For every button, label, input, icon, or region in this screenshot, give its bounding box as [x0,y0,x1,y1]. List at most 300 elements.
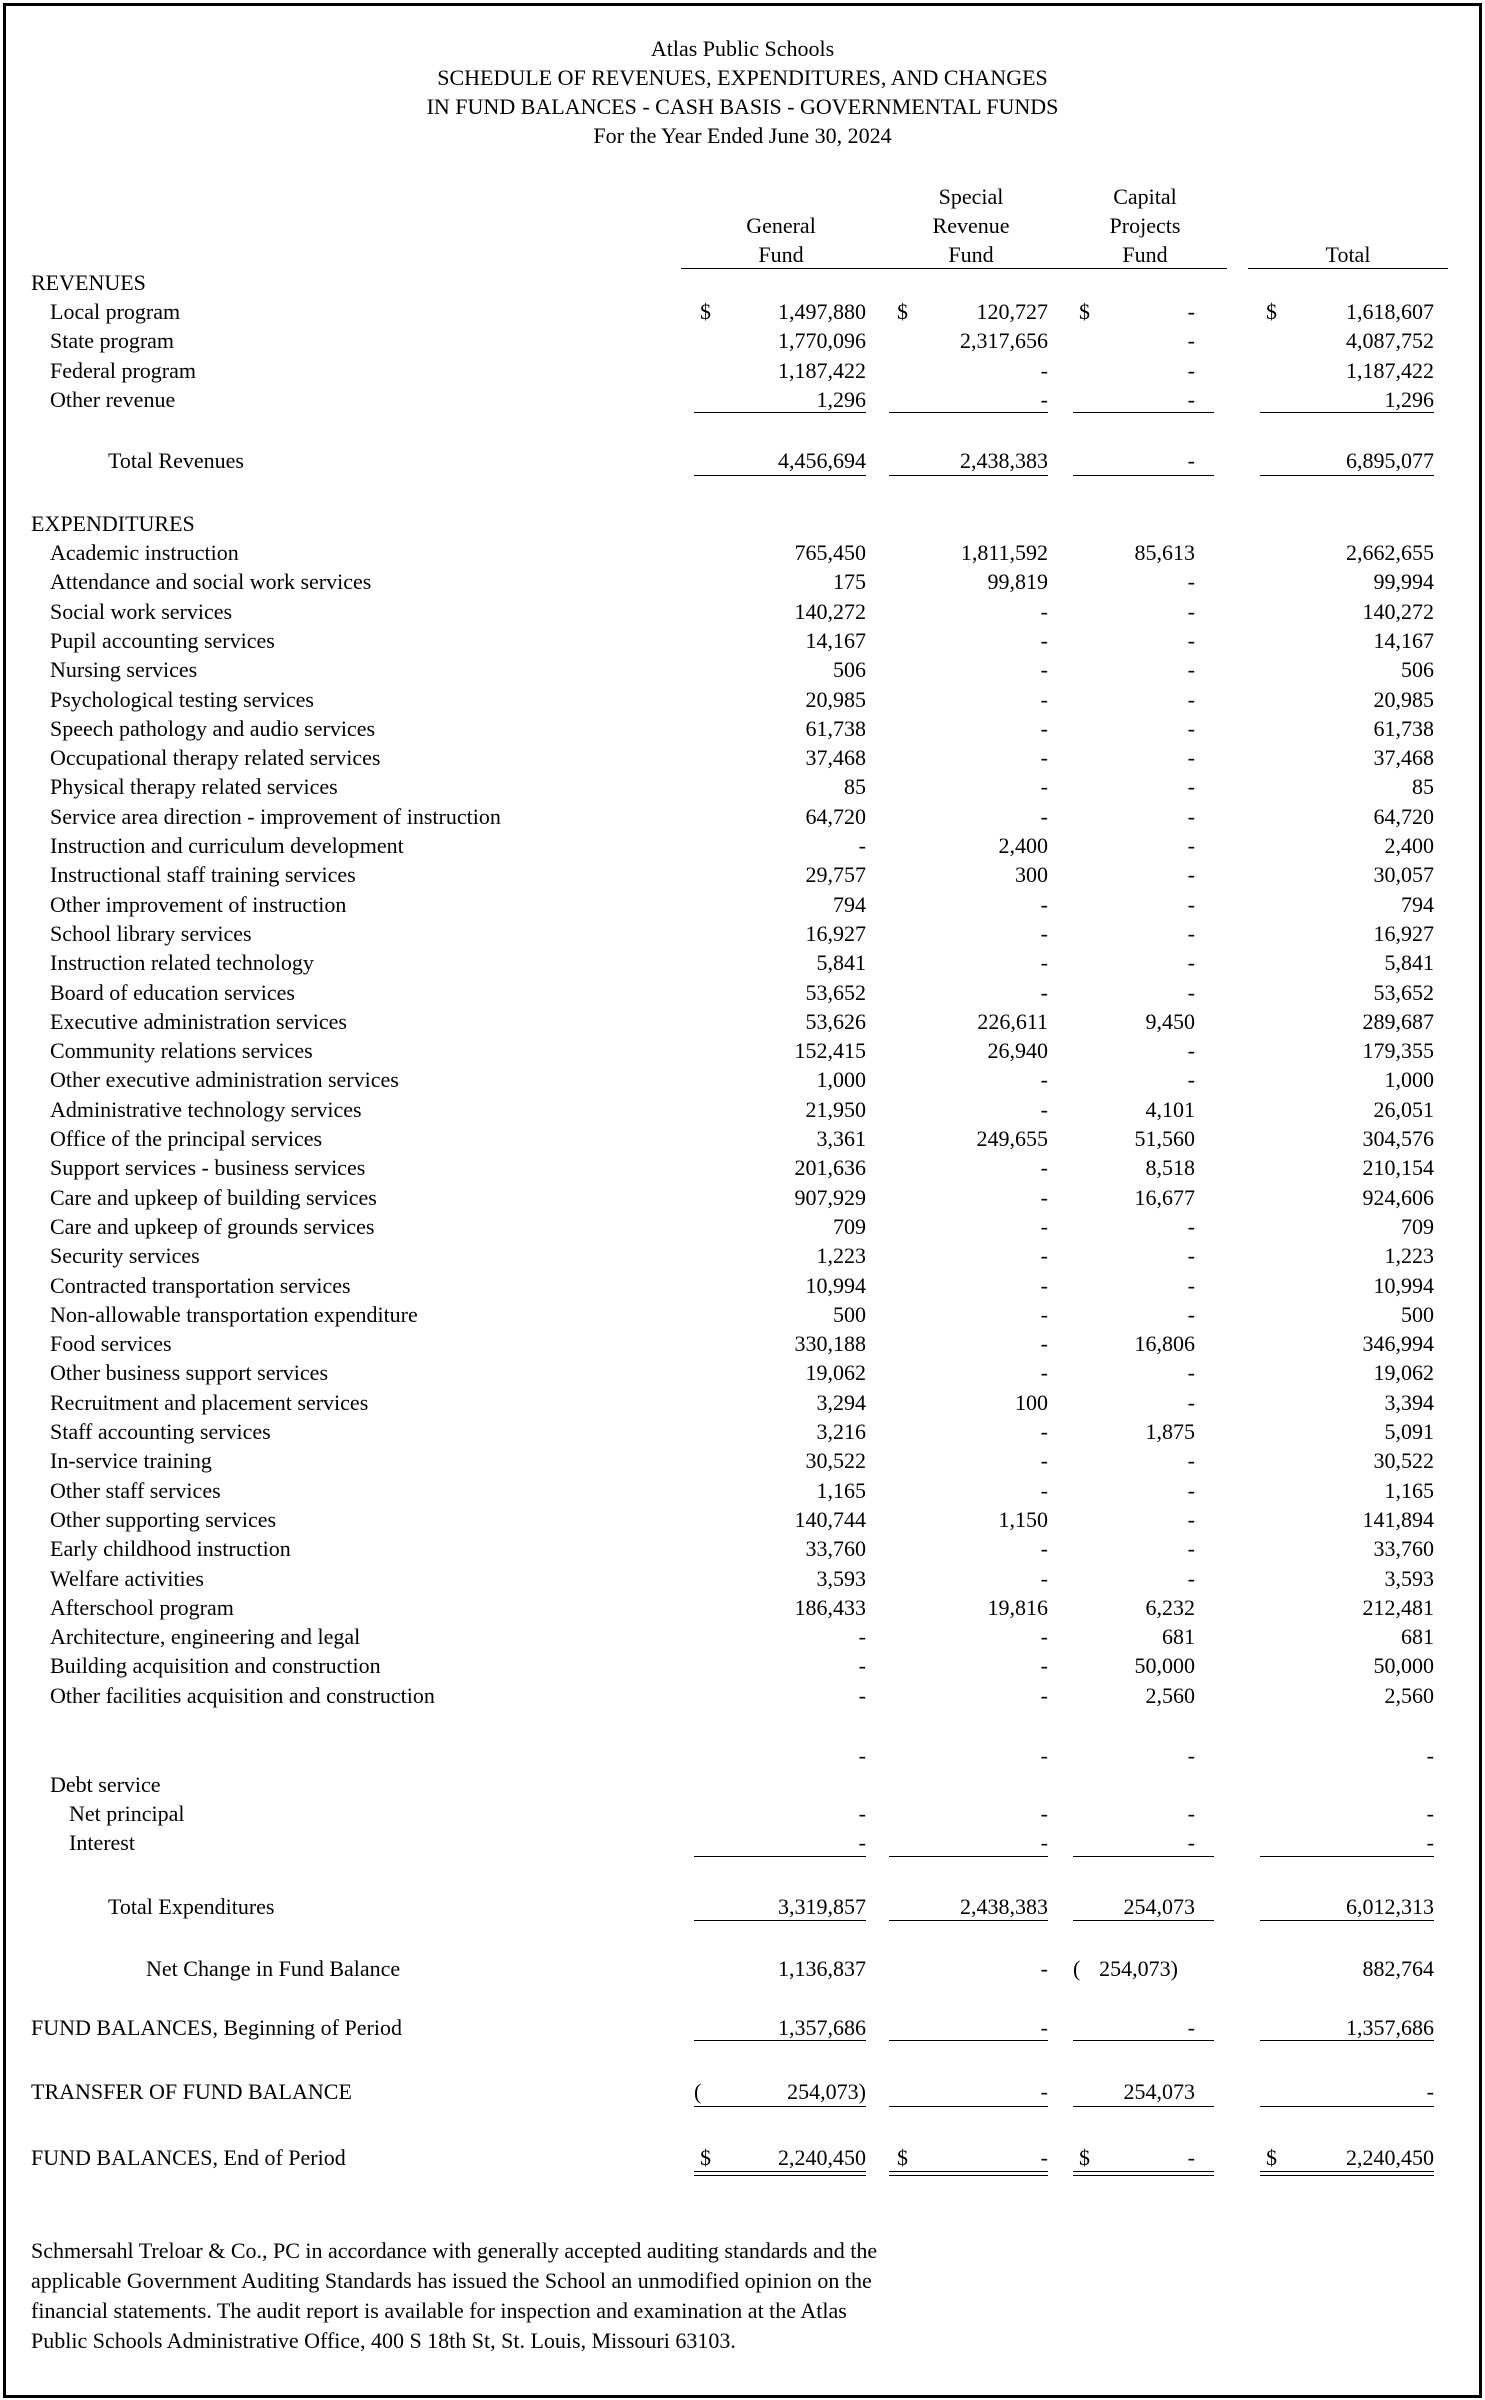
amount-special: 1,811,592 [960,540,1048,565]
amount-special: 19,816 [987,1594,1048,1620]
section-heading-revenues [0,268,1485,297]
dollar-sign: $ [700,299,711,324]
row-label: Recruitment and placement services [50,1389,369,1415]
row-label: Administrative technology services [50,1096,362,1122]
row-label: Local program [50,299,181,324]
table-row [0,1476,1485,1505]
amount-special: 2,400 [998,833,1048,858]
amount-special: - [1040,657,1048,683]
double-rule [1073,2171,1214,2176]
amount-total: 1,223 [1384,1243,1434,1269]
row-label: In-service training [50,1448,212,1474]
amount-general: 1,357,686 [778,2015,866,2040]
amount-special: - [1040,745,1048,771]
amount-special: 26,940 [987,1038,1048,1064]
amount-capital: - [1187,950,1195,976]
amount-general: 765,450 [794,540,866,565]
amount-total: 14,167 [1373,627,1434,653]
amount-general: 1,497,880 [778,299,866,324]
amount-general: - [858,1743,866,1768]
amount-general: 3,216 [816,1419,866,1444]
total-rule [694,475,866,476]
amount-special: - [1040,1213,1048,1239]
row-label: Other supporting services [50,1506,277,1532]
subtotal-rule [1260,2106,1434,2107]
amount-general: 3,294 [816,1389,866,1415]
table-row [0,1095,1485,1124]
amount-general: - [858,1624,866,1650]
amount-general: 709 [833,1213,866,1239]
amount-general: 3,361 [816,1126,866,1151]
amount-total: 64,720 [1373,803,1434,829]
amount-capital: - [1187,862,1195,888]
row-label: Architecture, engineering and legal [50,1624,361,1650]
amount-general: 10,994 [805,1272,866,1298]
amount-capital: - [1187,2015,1195,2040]
row-label: FUND BALANCES, Beginning of Period [31,2015,402,2040]
amount-special: 300 [1015,862,1048,888]
amount-special: 2,438,383 [960,1894,1048,1919]
table-row [0,1007,1485,1036]
subtotal-rule [889,1856,1048,1857]
amount-capital: - [1187,1801,1195,1826]
row-label: Care and upkeep of grounds services [50,1213,375,1239]
row-label: Instruction related technology [50,950,314,976]
amount-special: - [1040,1301,1048,1327]
amount-total: 2,240,450 [1346,2145,1434,2170]
table-row [0,1271,1485,1300]
row-label: Other improvement of instruction [50,891,347,917]
amount-total: - [1426,1830,1434,1855]
double-rule [889,2171,1048,2176]
column-header-line: Fund [758,242,804,267]
row-label: Welfare activities [50,1565,204,1591]
subtotal-rule [694,2040,866,2041]
amount-total: 1,618,607 [1346,299,1434,324]
amount-capital: - [1187,1830,1195,1855]
row-label: Executive administration services [50,1008,347,1034]
dollar-sign: $ [897,2145,908,2170]
table-row [0,743,1485,772]
column-header-capital [1045,182,1245,269]
amount-capital: - [1187,657,1195,683]
amount-special: - [1040,1360,1048,1386]
table-row [0,538,1485,567]
table-row [0,597,1485,626]
table-row [0,1241,1485,1270]
table-row [0,1446,1485,1475]
amount-general: - [858,1682,866,1708]
blank-row [0,1741,1485,1770]
amount-total: 3,394 [1384,1389,1434,1415]
amount-general: - [858,833,866,858]
amount-general: 1,187,422 [778,357,866,383]
amount-special: - [1040,2079,1048,2104]
row-label: Instruction and curriculum development [50,833,404,858]
dollar-sign: $ [1266,2145,1277,2170]
amount-capital: - [1187,299,1195,324]
double-rule [694,2171,866,2176]
amount-special: 2,317,656 [960,328,1048,354]
amount-total: 5,841 [1384,950,1434,976]
amount-general: 19,062 [805,1360,866,1386]
column-header-line: Capital [1113,184,1177,209]
amount-general: 21,950 [805,1096,866,1122]
amount-capital: - [1187,627,1195,653]
table-row [0,948,1485,977]
row-label: Support services - business services [50,1155,366,1181]
amount-total: 2,560 [1384,1682,1434,1708]
amount-special: - [1040,1830,1048,1855]
amount-total: 1,187,422 [1346,357,1434,383]
amount-total: 53,652 [1373,979,1434,1005]
table-row [0,802,1485,831]
amount-special: - [1040,627,1048,653]
amount-special: - [1040,598,1048,624]
table-row [0,385,1485,414]
amount-general: 37,468 [805,745,866,771]
amount-special: - [1040,386,1048,412]
table-row [0,1300,1485,1329]
amount-capital: - [1187,774,1195,800]
amount-special: - [1040,1155,1048,1181]
amount-total: 179,355 [1362,1038,1434,1064]
amount-capital: - [1187,569,1195,595]
row-label: Security services [50,1243,200,1269]
table-row [0,919,1485,948]
amount-capital: 1,875 [1145,1419,1195,1444]
amount-total: 346,994 [1362,1331,1434,1357]
amount-capital: 254,073 [1123,2079,1195,2104]
auditor-note-line: financial statements. The audit report is available for inspection and examination at the Atlas [31,2298,847,2323]
amount-capital: - [1187,328,1195,354]
table-row [0,1505,1485,1534]
row-label: School library services [50,920,252,946]
amount-general: 64,720 [805,803,866,829]
amount-capital: 51,560 [1134,1126,1195,1151]
amount-special: 226,611 [977,1008,1048,1034]
amount-capital: - [1187,1213,1195,1239]
amount-special: - [1040,920,1048,946]
amount-general: 1,223 [816,1243,866,1269]
amount-capital: 16,677 [1134,1184,1195,1210]
amount-general: 3,319,857 [778,1894,866,1919]
amount-total: 2,662,655 [1346,540,1434,565]
dollar-sign: $ [700,2145,711,2170]
amount-capital: - [1187,891,1195,917]
auditor-note [31,2236,1231,2356]
amount-general: 2,240,450 [778,2145,866,2170]
amount-total: 33,760 [1373,1536,1434,1562]
table-row [0,978,1485,1007]
table-row [0,567,1485,596]
amount-special: - [1040,1653,1048,1679]
row-label: Food services [50,1331,172,1357]
amount-total: 85 [1412,774,1434,800]
total-rule [1073,475,1214,476]
row-label: Instructional staff training services [50,862,356,888]
row-label: Total Expenditures [108,1894,275,1919]
amount-total: 1,357,686 [1346,2015,1434,2040]
table-row [0,1329,1485,1358]
column-header-line: Revenue [932,213,1010,238]
amount-general: 506 [833,657,866,683]
subtotal-rule [889,412,1048,413]
table-row [0,1153,1485,1182]
amount-general: 330,188 [794,1331,866,1357]
amount-total: 289,687 [1362,1008,1434,1034]
amount-total: 1,000 [1384,1067,1434,1093]
table-row [0,890,1485,919]
total-rule [1260,1920,1434,1921]
dollar-sign: $ [1266,299,1277,324]
amount-special: 120,727 [976,299,1048,324]
amount-total: 506 [1401,657,1434,683]
row-label: Board of education services [50,979,295,1005]
amount-general: 152,415 [794,1038,866,1064]
amount-total: 19,062 [1373,1360,1434,1386]
amount-total: 10,994 [1373,1272,1434,1298]
amount-special: 1,150 [998,1506,1048,1532]
subtotal-rule [1073,1856,1214,1857]
amount-special: - [1040,2145,1048,2170]
amount-general: 1,296 [816,386,866,412]
amount-special: - [1040,803,1048,829]
amount-capital: 6,232 [1145,1594,1195,1620]
amount-general: 16,927 [805,920,866,946]
table-row [0,1799,1485,1828]
subtotal-rule [889,2106,1048,2107]
subtotal-rule [694,412,866,413]
amount-general: 29,757 [805,862,866,888]
amount-general: 186,433 [794,1594,866,1620]
table-row [0,860,1485,889]
column-header-general [681,211,881,269]
amount-capital: - [1187,357,1195,383]
row-label: Academic instruction [50,540,239,565]
amount-capital: 8,518 [1145,1155,1195,1181]
row-label: Staff accounting services [50,1419,271,1444]
amount-special: - [1040,1419,1048,1444]
table-row [0,326,1485,355]
amount-special: - [1040,1682,1048,1708]
auditor-note-line: Public Schools Administrative Office, 400 S 18th St, St. Louis, Missouri 63103. [31,2328,736,2353]
subtotal-rule [1073,2106,1214,2107]
table-row [0,1622,1485,1651]
amount-capital: 85,613 [1134,540,1195,565]
amount-capital: 254,073 [1123,1894,1195,1919]
column-header-total [1248,240,1448,269]
row-label: Contracted transportation services [50,1272,351,1298]
entity-name: Atlas Public Schools [650,36,835,61]
amount-general: 140,272 [794,598,866,624]
amount-capital: 2,560 [1145,1682,1195,1708]
row-label: Physical therapy related services [50,774,338,800]
table-row [0,1593,1485,1622]
row-label: Care and upkeep of building services [50,1184,377,1210]
amount-total: 924,606 [1362,1184,1434,1210]
amount-special: - [1040,1243,1048,1269]
amount-special: - [1040,1801,1048,1826]
row-label: Non-allowable transportation expenditure [50,1301,418,1327]
amount-total: 16,927 [1373,920,1434,946]
table-row [0,1534,1485,1563]
open-paren: ( [694,2079,702,2104]
amount-general: 140,744 [794,1506,866,1532]
total-rule [1260,475,1434,476]
subtotal-rule [694,1856,866,1857]
total-rule [889,1920,1048,1921]
amount-total: 212,481 [1362,1594,1434,1620]
total-revenues-row [0,446,1485,475]
amount-special: - [1040,357,1048,383]
amount-general: - [858,1830,866,1855]
amount-general: 794 [833,891,866,917]
amount-total: - [1426,1801,1434,1826]
amount-general: 33,760 [805,1536,866,1562]
section-heading-expenditures [0,509,1485,538]
amount-special: - [1040,1184,1048,1210]
row-label: Building acquisition and construction [50,1653,381,1679]
amount-special: - [1040,686,1048,712]
row-label: Pupil accounting services [50,627,275,653]
amount-capital: - [1187,1301,1195,1327]
table-row [0,655,1485,684]
dollar-sign: $ [1079,299,1090,324]
net-change-row [0,1954,1485,1983]
amount-total: 61,738 [1373,715,1434,741]
row-label: FUND BALANCES, End of Period [31,2145,346,2170]
amount-total: 2,400 [1384,833,1434,858]
amount-capital: - [1187,1360,1195,1386]
schedule-title-line-2: IN FUND BALANCES - CASH BASIS - GOVERNMENTAL FUNDS [426,94,1059,119]
amount-special: 249,655 [976,1126,1048,1151]
row-label: Social work services [50,598,233,624]
amount-total: 1,296 [1384,386,1434,412]
amount-special: - [1040,774,1048,800]
amount-total: 882,764 [1362,1956,1434,1981]
amount-special: 100 [1015,1389,1048,1415]
amount-general: 1,770,096 [778,328,866,354]
total-rule [889,475,1048,476]
amount-capital: - [1187,1038,1195,1064]
row-label: Speech pathology and audio services [50,715,376,741]
amount-special: - [1040,1743,1048,1768]
amount-general: 3,593 [816,1565,866,1591]
amount-capital: - [1187,598,1195,624]
amount-capital: 254,073) [1099,1956,1178,1981]
amount-capital: - [1187,1243,1195,1269]
amount-total: 20,985 [1373,686,1434,712]
row-label: Other revenue [50,386,176,412]
amount-special: - [1040,1956,1048,1981]
subtotal-rule [1260,412,1434,413]
schedule-period: For the Year Ended June 30, 2024 [593,123,892,148]
amount-capital: - [1187,1536,1195,1562]
row-label: State program [50,328,175,354]
amount-total: 4,087,752 [1346,328,1434,354]
table-row [0,626,1485,655]
amount-general: 61,738 [805,715,866,741]
total-rule [694,1920,866,1921]
row-label: Other staff services [50,1477,221,1503]
amount-capital: - [1187,1565,1195,1591]
amount-capital: - [1187,386,1195,412]
amount-special: 99,819 [987,569,1048,595]
auditor-note-line: applicable Government Auditing Standards has issued the School an unmodified opinion on the [31,2268,872,2293]
total-expenditures-row [0,1892,1485,1921]
amount-total: 3,593 [1384,1565,1434,1591]
column-header-line: Fund [948,242,994,267]
amount-capital: - [1187,1506,1195,1532]
amount-special: - [1040,891,1048,917]
table-row [0,1681,1485,1710]
amount-total: 6,012,313 [1346,1894,1434,1919]
amount-special: - [1040,1272,1048,1298]
row-label: Service area direction - improvement of instruction [50,803,501,829]
amount-total: 5,091 [1384,1419,1434,1444]
amount-general: 5,841 [816,950,866,976]
amount-total: 26,051 [1373,1096,1434,1122]
amount-general: - [858,1801,866,1826]
subtotal-rule [1073,2040,1214,2041]
amount-total: 140,272 [1362,598,1434,624]
table-row [0,1065,1485,1094]
row-label: Occupational therapy related services [50,745,381,771]
table-row [0,1828,1485,1857]
row-label: Psychological testing services [50,686,314,712]
row-label: Debt service [50,1772,161,1797]
dollar-sign: $ [897,299,908,324]
table-row [0,1183,1485,1212]
amount-general: 1,000 [816,1067,866,1093]
amount-general: 201,636 [794,1155,866,1181]
total-rule [1073,1920,1214,1921]
amount-general: 175 [833,569,866,595]
subtotal-rule [889,2040,1048,2041]
transfer-row [0,2077,1485,2106]
schedule-title-line-1: SCHEDULE OF REVENUES, EXPENDITURES, AND CHANGES [437,65,1048,90]
row-label: Early childhood instruction [50,1536,291,1562]
subtotal-rule [1260,2040,1434,2041]
amount-general: 907,929 [794,1184,866,1210]
open-paren: ( [1073,1956,1081,1981]
amount-special: - [1040,715,1048,741]
amount-capital: - [1187,979,1195,1005]
row-label: Attendance and social work services [50,569,372,595]
amount-total: 6,895,077 [1346,448,1434,473]
amount-special: - [1040,1067,1048,1093]
amount-total: 30,057 [1373,862,1434,888]
amount-general: 20,985 [805,686,866,712]
beginning-balance-row [0,2013,1485,2042]
row-label: TRANSFER OF FUND BALANCE [31,2079,352,2104]
row-label: Federal program [50,357,196,383]
table-row [0,1036,1485,1065]
dollar-sign: $ [1079,2145,1090,2170]
subtotal-rule [694,2106,866,2107]
table-row [0,1564,1485,1593]
amount-special: - [1040,1096,1048,1122]
amount-capital: - [1187,1743,1195,1768]
table-row [0,685,1485,714]
row-label: EXPENDITURES [31,511,195,536]
row-label: Other facilities acquisition and construction [50,1682,435,1708]
amount-total: 50,000 [1373,1653,1434,1679]
amount-capital: - [1187,833,1195,858]
amount-capital: - [1187,2145,1195,2170]
column-header-line: Fund [1122,242,1168,267]
